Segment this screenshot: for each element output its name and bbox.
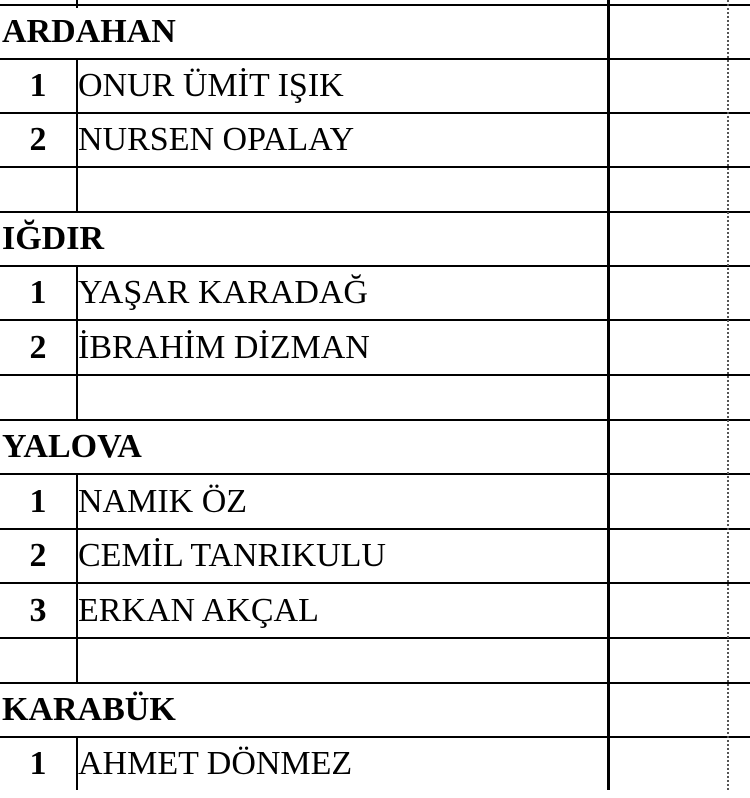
candidate-name: NAMIK ÖZ: [78, 482, 248, 520]
candidate-name: YAŞAR KARADAĞ: [78, 274, 368, 311]
candidate-row: [0, 530, 750, 584]
candidate-row: [0, 60, 750, 114]
spacer-row: [0, 376, 750, 421]
candidate-number: 1: [29, 745, 47, 782]
candidate-number: 1: [29, 274, 47, 311]
candidate-name: ERKAN AKÇAL: [78, 591, 319, 629]
candidate-number: 1: [29, 482, 47, 520]
candidate-name: NURSEN OPALAY: [78, 121, 355, 158]
candidate-number: 2: [29, 328, 47, 366]
province-header-row: [0, 421, 750, 475]
province-header-row: [0, 213, 750, 267]
candidate-row: [0, 475, 750, 530]
candidate-name: İBRAHİM DİZMAN: [78, 328, 370, 366]
candidate-name: AHMET DÖNMEZ: [78, 745, 353, 782]
column-divider: [76, 475, 78, 684]
province-name: YALOVA: [2, 428, 142, 465]
candidate-name: CEMİL TANRIKULU: [78, 537, 386, 574]
column-divider: [76, 0, 78, 8]
candidate-name: ONUR ÜMİT IŞIK: [78, 67, 344, 104]
province-name: IĞDIR: [2, 220, 105, 257]
province-name: KARABÜK: [2, 691, 176, 728]
candidate-number: 1: [29, 67, 47, 104]
spacer-row: [0, 639, 750, 684]
candidate-number: 2: [29, 537, 47, 574]
spacer-row: [0, 168, 750, 213]
candidate-row: [0, 114, 750, 168]
candidate-row: [0, 321, 750, 376]
candidate-row: [0, 738, 750, 798]
dotted-page-edge: [727, 0, 729, 790]
column-divider: [76, 267, 78, 421]
province-name: ARDAHAN: [2, 13, 176, 50]
candidate-number: 3: [29, 591, 47, 629]
province-header-row: [0, 684, 750, 738]
column-divider: [76, 60, 78, 213]
column-divider: [76, 738, 78, 790]
province-header-row: [0, 6, 750, 60]
candidate-row: [0, 584, 750, 639]
candidate-number: 2: [29, 121, 47, 158]
candidate-row: [0, 267, 750, 321]
column-divider: [607, 0, 610, 790]
